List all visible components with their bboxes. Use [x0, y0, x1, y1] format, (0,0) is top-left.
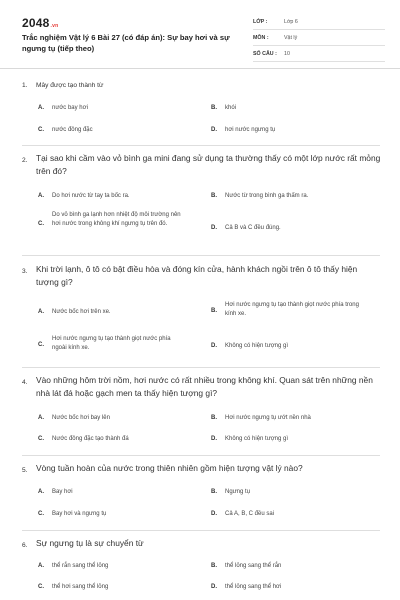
meta-label: SỐ CÂU :: [253, 50, 277, 57]
question-3: [22, 263, 382, 289]
question-5: [22, 462, 382, 475]
answer-option[interactable]: C. Nước đông đặc tạo thành đá: [38, 436, 129, 442]
question-number: 2.: [22, 157, 28, 164]
answer-option[interactable]: C. Do vỏ bình ga lạnh hơn nhiệt độ môi trường nên hơi nước trong không khí ngưng tụ trên đó.: [38, 212, 181, 227]
meta-label: LỚP :: [253, 18, 268, 25]
meta-value: 10: [284, 50, 290, 57]
question-divider: [22, 530, 380, 531]
answer-option[interactable]: C. nước đông đặc: [38, 127, 93, 133]
question-number: 5.: [22, 467, 28, 474]
meta-value: Lớp 6: [284, 18, 298, 25]
answer-option[interactable]: A. Nước bốc hơi trên xe.: [38, 309, 111, 315]
question-4: [22, 374, 382, 400]
question-number: 4.: [22, 379, 28, 386]
answer-option[interactable]: D. hơi nước ngưng tụ: [211, 127, 276, 133]
question-divider: [22, 145, 380, 146]
meta-row-subject: [253, 30, 385, 46]
question-6: [22, 537, 382, 550]
answer-option[interactable]: B. Hơi nước ngưng tụ tạo thành giọt nước phía trong kính xe.: [211, 302, 359, 317]
question-text: 2. Tại sao khi cầm vào vỏ bình ga mini đang sử dụng ta thường thấy có một lớp nước rất mỏng trên đó?: [22, 153, 381, 176]
question-text: 5. Vòng tuần hoàn của nước trong thiên nhiên gồm hiện tượng vật lý nào?: [22, 462, 382, 475]
answer-option[interactable]: C. Hơi nước ngưng tụ tạo thành giọt nước phía ngoài kính xe.: [38, 336, 171, 351]
answer-option[interactable]: A. nước bay hơi: [38, 105, 88, 111]
question-1: [22, 81, 382, 90]
answer-option[interactable]: B. Hơi nước ngưng tụ ướt nền nhà: [211, 415, 311, 421]
question-divider: [22, 367, 380, 368]
answer-option[interactable]: D. Không có hiện tượng gì: [211, 436, 288, 442]
answer-option[interactable]: B. Ngưng tụ: [211, 489, 251, 495]
answer-option[interactable]: D. Cả B và C đều đúng.: [211, 225, 281, 231]
meta-row-count: [253, 46, 385, 62]
question-text: 3. Khi trời lạnh, ô tô có bật điều hòa và đóng kín cửa, hành khách ngồi trên ô tô thấy hiện tượng gì?: [22, 264, 358, 287]
question-text: 4. Vào những hôm trời nồm, hơi nước có rất nhiều trong không khí. Quan sát trên những nền nhà lát đá hoặc gạch men ta thấy hiện tượng gì?: [22, 375, 373, 398]
question-divider: [22, 255, 380, 256]
question-text: 6. Sự ngưng tụ là sự chuyển từ: [22, 537, 382, 550]
question-divider: [22, 455, 380, 456]
answer-option[interactable]: A. Nước bốc hơi bay lên: [38, 415, 110, 421]
answer-option[interactable]: C. Bay hơi và ngưng tụ: [38, 511, 107, 517]
meta-label: MÔN :: [253, 34, 269, 41]
site-logo[interactable]: 2048.vn: [22, 16, 59, 30]
answer-option[interactable]: B. thể lỏng sang thể rắn: [211, 563, 282, 569]
meta-row-class: [253, 14, 385, 30]
answer-option[interactable]: A. Do hơi nước từ tay ta bốc ra.: [38, 193, 130, 199]
question-text: 1. Mây được tạo thành từ: [22, 82, 104, 89]
answer-option[interactable]: D. Không có hiện tượng gì: [211, 343, 288, 349]
answer-option[interactable]: A. Bay hơi: [38, 489, 73, 495]
answer-option[interactable]: C. thể hơi sang thể lỏng: [38, 584, 109, 590]
answer-option[interactable]: A. thể rắn sang thể lỏng: [38, 563, 109, 569]
question-number: 6.: [22, 542, 28, 549]
question-2: [22, 152, 382, 178]
answer-option[interactable]: D. thể lỏng sang thể hơi: [211, 584, 282, 590]
page-header: [0, 0, 400, 69]
answer-option[interactable]: B. Nước từ trong bình ga thấm ra.: [211, 193, 309, 199]
question-number: 1.: [22, 82, 28, 89]
document-title: Trắc nghiệm Vật lý 6 Bài 27 (có đáp án): Sự bay hơi và sự ngưng tụ (tiếp theo): [22, 33, 230, 53]
answer-option[interactable]: D. Cả A, B, C đều sai: [211, 511, 275, 517]
meta-value: Vật lý: [284, 34, 298, 41]
meta-info: [253, 14, 385, 62]
answer-option[interactable]: B. khói: [211, 105, 237, 111]
question-number: 3.: [22, 268, 28, 275]
